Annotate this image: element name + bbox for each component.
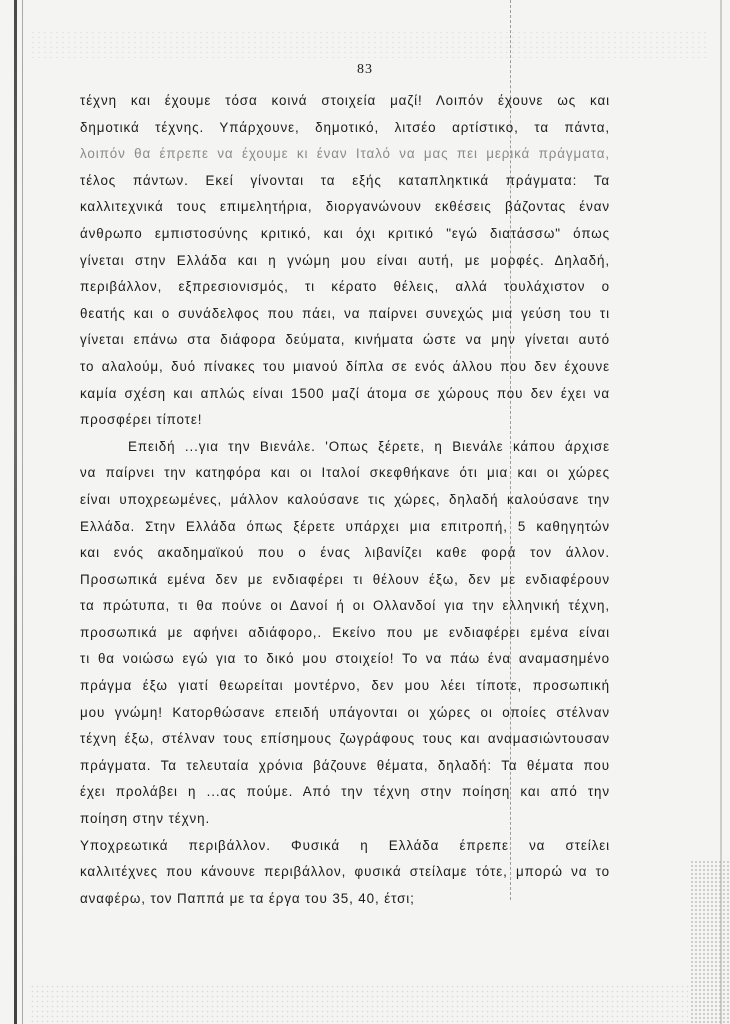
text-line: τι θα νοιώσω εγώ για το δικό μου στοιχείο! Το να πάω ένα αναμασημένο <box>80 651 610 667</box>
page-number: 83 <box>357 62 373 77</box>
text-line: γίνεται στην Ελλάδα και η γνώμη μου είναι αυτή, με μορφές. Δηλαδή, <box>80 252 610 268</box>
text-line: Προσωπικά εμένα δεν με ενδιαφέρει τι θέλουν έξω, δεν με ενδιαφέρουν <box>80 571 610 587</box>
text-line: Ελλάδα. Στην Ελλάδα όπως ξέρετε υπάρχει μια επιτροπή, 5 καθηγητών <box>80 518 610 534</box>
text-line: να παίρνει την κατηφόρα και οι Ιταλοί σκεφθήκανε ότι μια και οι χώρες <box>80 465 610 481</box>
scan-edge-line <box>22 0 23 1024</box>
text-line: γίνεται επάνω στα διάφορα δεύματα, κινήματα ώστε να μην γίνεται αυτό <box>80 332 610 348</box>
text-line: δημοτικά τέχνης. Υπάρχουνε, δημοτικό, λιτσέο αρτίστικο, τα πάντα, <box>80 119 610 135</box>
text-line: τέχνη και έχουμε τόσα κοινά στοιχεία μαζί! Λοιπόν έχουνε ως και <box>80 93 610 108</box>
text-line: Επειδή ...για την Βιενάλε. 'Οπως ξέρετε, η Βιενάλε κάπου άρχισε <box>128 438 610 454</box>
text-line: προσωπικά με αφήνει αδιάφορο,. Εκείνο που με ενδιαφέρει εμένα είναι <box>80 624 610 640</box>
text-line: το αλαλούμ, δυό πίνακες του μιανού δίπλα σε ενός άλλου που δεν έχουνε <box>80 358 610 374</box>
text-line: πράγματα. Τα τελευταία χρόνια βάζουνε θέματα, δηλαδή: Τα θέματα που <box>80 757 610 773</box>
text-line: άνθρωπο εμπιστοσύνης κριτικό, και όχι κριτικό "εγώ διατάσσω" όπως <box>80 225 610 241</box>
text-line: θεατής και ο συνάδελφος που πάει, να παίρνει συνεχώς μια γεύση του τι <box>80 305 610 321</box>
text-line: περιβάλλον, εξπρεσιονισμός, τι κέρατο θέλεις, αλλά τουλάχιστον ο <box>80 279 610 295</box>
scan-noise-bottom <box>30 984 690 1024</box>
text-line: ποίηση στην τέχνη. <box>80 811 211 827</box>
text-line: έχει προλάβει η ...ας πούμε. Από την τέχνη στην ποίηση και από την <box>80 784 610 800</box>
scan-edge-shadow <box>14 0 17 1024</box>
text-line: Υποχρεωτικά περιβάλλον. Φυσικά η Ελλάδα έπρεπε να στείλει <box>80 837 610 853</box>
text-line: καμία σχέση και απλώς είναι 1500 μαζί άτομα σε χώρους που δεν έχει να <box>80 385 610 401</box>
text-line: μου γνώμη! Κατορθώσανε επειδή υπάγονται οι χώρες οι οποίες στέλναν <box>80 704 610 720</box>
text-line: είναι υποχρεωμένες, μάλλον καλούσανε τις χώρες, δηλαδή καλούσανε την <box>80 491 610 507</box>
text-line: λοιπόν θα έπρεπε να έχουμε κι έναν Ιταλό να μας πει μερικά πράγματα, <box>80 146 610 162</box>
document-body <box>80 88 610 912</box>
text-line: προσφέρει τίποτε! <box>80 412 203 428</box>
text-line: τέλος πάντων. Εκεί γίνονται τα εξής καταπληκτικά πράγματα: Τα <box>80 172 610 188</box>
text-line: αναφέρω, τον Παππά με τα έργα του 35, 40, έτσι; <box>80 890 415 906</box>
text-line: τα πρώτυπα, τι θα πούνε οι Δανοί ή οι Ολλανδοί για την ελληνική τέχνη, <box>80 598 610 614</box>
text-line: καλλιτέχνες που κάνουνε περιβάλλον, φυσικά στείλαμε τότε, μπορώ να το <box>80 864 610 880</box>
text-line: πράγμα έξω γιατί θεωρείται μοντέρνο, δεν μου λέει τίποτε, προσωπική <box>80 678 610 694</box>
text-line: καλλιτεχνικά τους επιμελητήρια, διοργανώνουν εκθέσεις βάζοντας έναν <box>80 199 610 215</box>
text-line: τέχνη έξω, στέλναν τους επίσημους ζωγράφους τους και αναμασιώντουσαν <box>80 731 610 747</box>
text-line: και ενός ακαδημαϊκού που ο ένας λιβανίζει καθε φορά τον άλλον. <box>80 545 610 561</box>
scan-noise-right <box>690 860 730 1024</box>
scan-noise-top <box>30 30 710 58</box>
